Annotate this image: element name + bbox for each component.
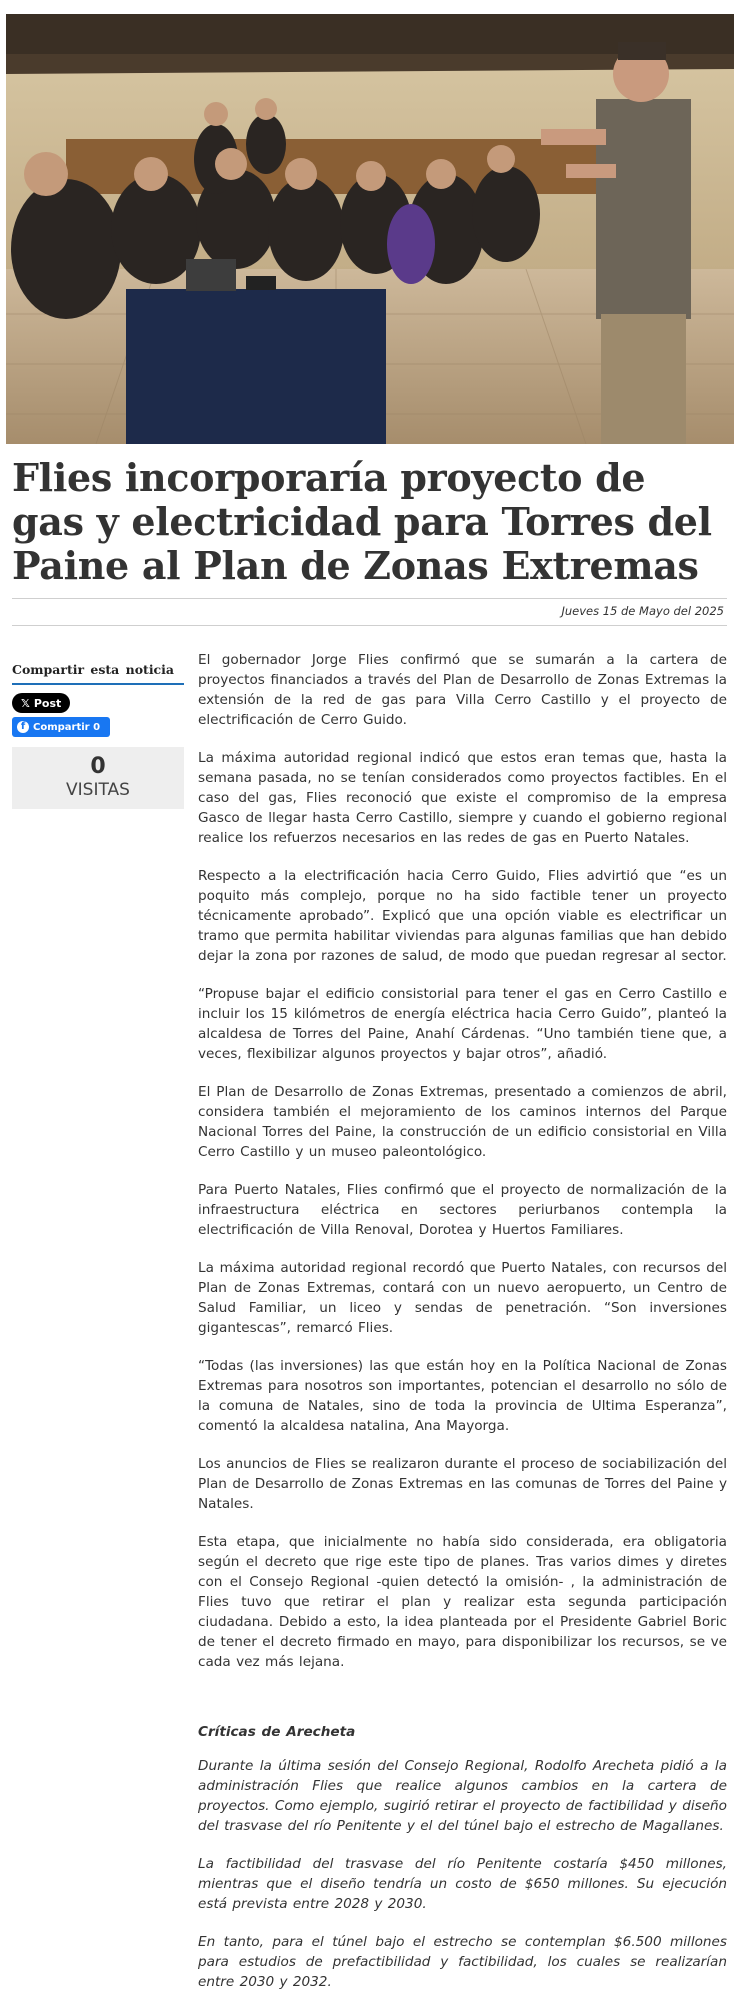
article-italic-paragraph: En tanto, para el túnel bajo el estrecho se contemplan $6.500 millones para estudios de prefactibilidad y factibilidad, los cuales se realizarían entre 2030 y 2032.: [198, 1934, 727, 1990]
article-paragraph: “Propuse bajar el edificio consistorial para tener el gas en Cerro Castillo e incluir los 15 kilómetros de energía eléctrica hacia Cerro Guido”, planteó la alcaldesa de Torres del Paine, Anahí Cárdenas. “Uno también tiene que, a veces, flexibilizar algunos proyectos y bajar otros”, añadió.: [198, 986, 727, 1062]
title-divider-bottom: [12, 625, 727, 626]
share-sidebar: [12, 662, 184, 809]
x-post-label: Post: [33, 696, 62, 710]
article-paragraph: Esta etapa, que inicialmente no había sido considerada, era obligatoria según el decreto que rige este tipo de planes. Tras varios dimes y diretes con el Consejo Regional -quien detectó la omisión- , la administración de Flies tuvo que retirar el plan y realizar esta segunda participación ciudadana. Debido a esto, la idea planteada por el Presidente Gabriel Boric de tener el decreto firmado en mayo, para disponibilizar los recursos, se ve cada vez más lejana.: [198, 1534, 727, 1670]
x-post-button[interactable]: [12, 693, 70, 713]
visits-count: 0: [90, 754, 106, 779]
facebook-share-label: Compartir 0: [33, 721, 101, 733]
article-subheading: Críticas de Arecheta: [198, 1724, 356, 1740]
article-italic-paragraph: Durante la última sesión del Consejo Regional, Rodolfo Arecheta pidió a la administración Flies que realice algunos cambios en la cartera de proyectos. Como ejemplo, sugirió retirar el proyecto de factibilidad y diseño del trasvase del río Penitente y el del túnel bajo el estrecho de Magallanes.: [198, 1758, 727, 1834]
visits-label: VISITAS: [66, 780, 130, 800]
article-paragraph: Los anuncios de Flies se realizaron durante el proceso de sociabilización del Plan de Desarrollo de Zonas Extremas en las comunas de Torres del Paine y Natales.: [198, 1456, 727, 1512]
article-paragraph: La máxima autoridad regional recordó que Puerto Natales, con recursos del Plan de Zonas Extremas, contará con un nuevo aeropuerto, un Centro de Salud Familiar, un liceo y sendas de penetración. “Son inversiones gigantescas”, remarcó Flies.: [198, 1260, 727, 1336]
share-heading: Compartir esta noticia: [12, 662, 184, 685]
article-paragraph: Respecto a la electrificación hacia Cerro Guido, Flies advirtió que “es un poquito más complejo, porque no ha sido factible tener un proyecto técnicamente aprobado”. Explicó que una opción viable es electrificar un tramo que permita habilitar viviendas para algunas familias que han debido dejar la zona por razones de salud, de modo que puedan regresar al sector.: [198, 868, 727, 964]
article-photo: [6, 14, 734, 444]
article-paragraph: Para Puerto Natales, Flies confirmó que el proyecto de normalización de la infraestructura eléctrica en sectores periurbanos contempla la electrificación de Villa Renoval, Dorotea y Huertos Familiares.: [198, 1182, 727, 1238]
article-date: Jueves 15 de Mayo del 2025: [561, 604, 724, 618]
article-paragraph: El Plan de Desarrollo de Zonas Extremas, presentado a comienzos de abril, considera también el mejoramiento de los caminos internos del Parque Nacional Torres del Paine, la construcción de un edificio consistorial en Villa Cerro Castillo y un museo paleontológico.: [198, 1084, 727, 1160]
facebook-share-button[interactable]: [12, 717, 110, 737]
article-paragraph: La máxima autoridad regional indicó que estos eran temas que, hasta la semana pasada, no se tenían considerados como proyectos factibles. En el caso del gas, Flies reconoció que existe el compromiso de la empresa Gasco de llegar hasta Cerro Castillo, siempre y cuando el gobierno regional realice los refuerzos necesarios en las redes de gas en Puerto Natales.: [198, 750, 727, 846]
title-divider-top: [12, 598, 727, 599]
visits-counter: [12, 747, 184, 809]
section-spacer: [198, 1690, 727, 1722]
article-paragraph: “Todas (las inversiones) las que están hoy en la Política Nacional de Zonas Extremas para nosotros son importantes, potencian el desarrollo no sólo de la comuna de Natales, sino de toda la provincia de Ultima Esperanza”, comentó la alcaldesa natalina, Ana Mayorga.: [198, 1358, 727, 1434]
article-paragraph: El gobernador Jorge Flies confirmó que se sumarán a la cartera de proyectos financiados a través del Plan de Desarrollo de Zonas Extremas la extensión de la red de gas para Villa Cerro Castillo y el proyecto de electrificación de Cerro Guido.: [198, 652, 727, 728]
facebook-icon: f: [17, 721, 29, 733]
article-body: [198, 650, 727, 2010]
article-italic-paragraph: La factibilidad del trasvase del río Penitente costaría $450 millones, mientras que el diseño tendría un costo de $650 millones. Su ejecución está prevista entre 2028 y 2030.: [198, 1856, 727, 1912]
x-logo-icon: 𝕏: [21, 696, 30, 710]
article-title: Flies incorporaría proyecto de gas y electricidad para Torres del Paine al Plan de Zonas Extremas: [12, 455, 712, 588]
